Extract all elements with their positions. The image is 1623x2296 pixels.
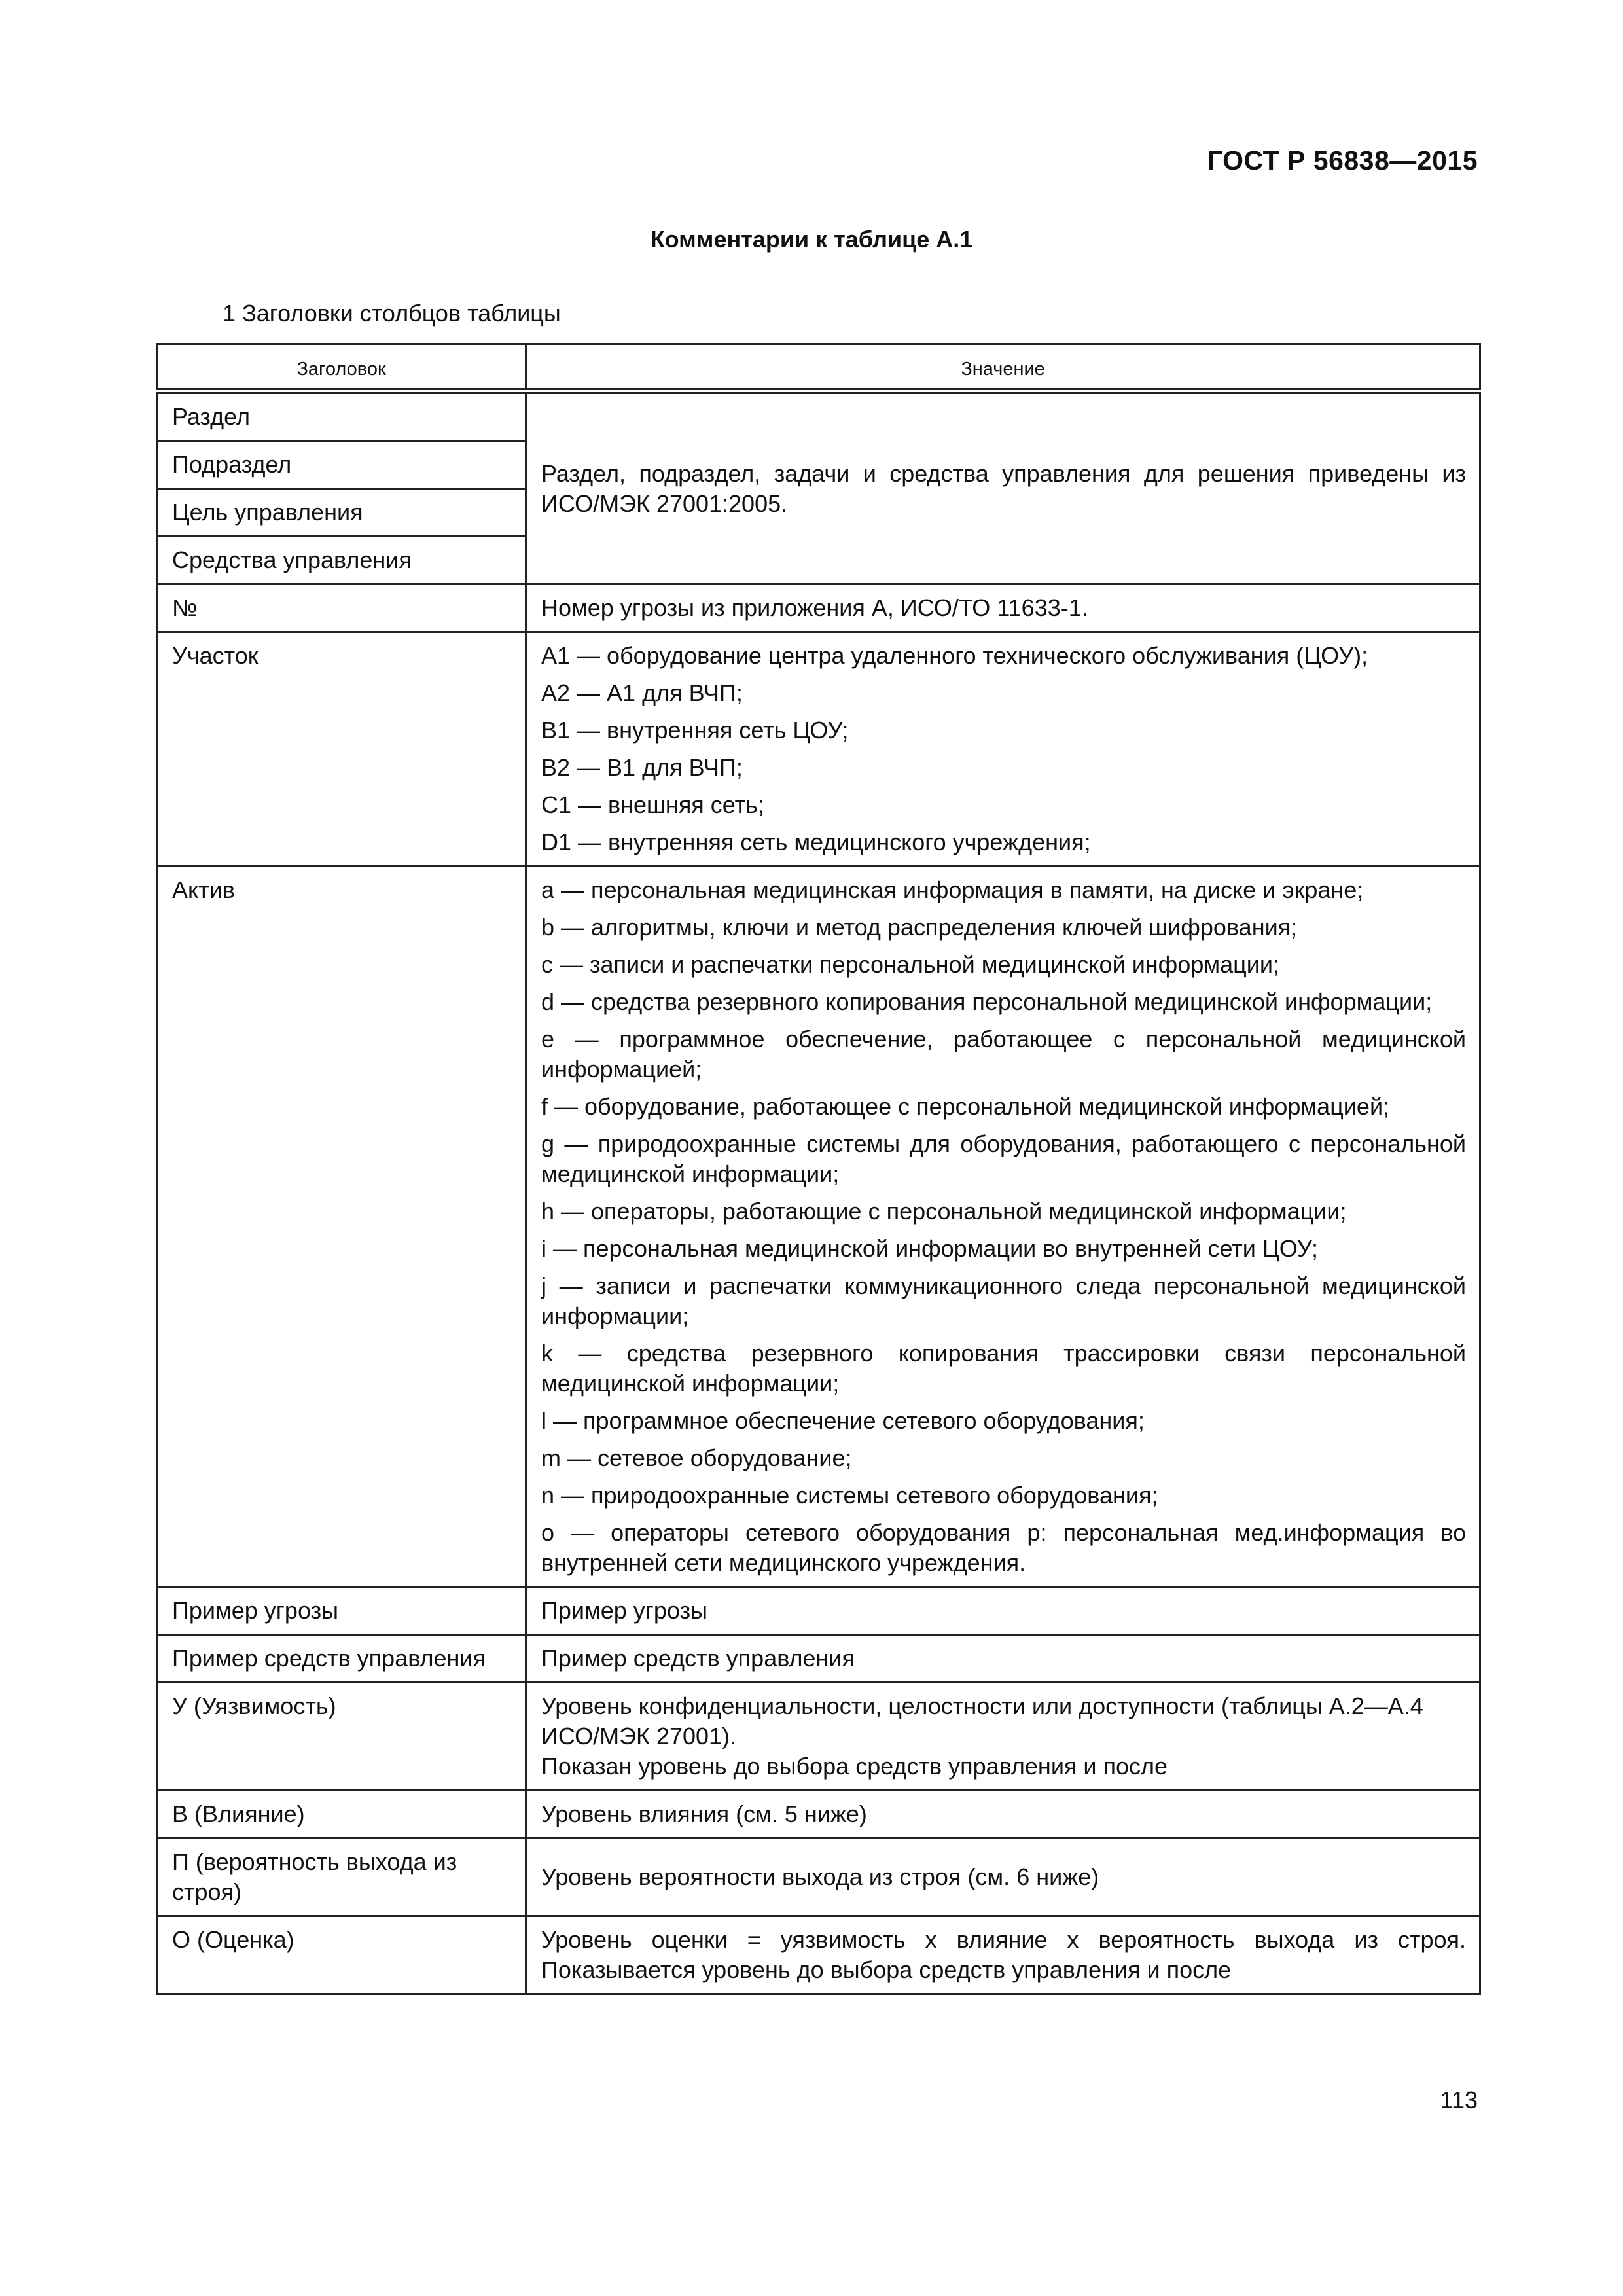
list-item: о — операторы сетевого оборудования р: персональная мед.информация во внутренней сети медицинского учреждения. xyxy=(541,1519,1466,1576)
row-label-probability: П (вероятность выхода из строя) xyxy=(157,1839,526,1916)
list-item: h — операторы, работающие с персональной медицинской информации; xyxy=(541,1198,1347,1225)
row-value-score: Уровень оценки = уязвимость х влияние х вероятность выхода из строя. Показывается уровень до выбора средств управления и после xyxy=(526,1916,1480,1994)
list-item: а — персональная медицинская информация в памяти, на диске и экране; xyxy=(541,876,1364,903)
row-value-threat: Пример угрозы xyxy=(526,1587,1480,1635)
row-label-number: № xyxy=(157,584,526,632)
row-value-control-example: Пример средств управления xyxy=(526,1635,1480,1683)
page-title: Комментарии к таблице А.1 xyxy=(650,226,973,253)
asset-list xyxy=(526,867,1480,1587)
row-label-vulnerability: У (Уязвимость) xyxy=(157,1683,526,1791)
column-header-value: Значение xyxy=(526,344,1480,391)
standard-id: ГОСТ Р 56838—2015 xyxy=(1207,145,1478,175)
table-row xyxy=(157,584,1480,632)
column-headers-table xyxy=(156,343,1481,1995)
list-item: m — сетевое оборудование; xyxy=(541,1444,852,1471)
table-row xyxy=(157,1683,1480,1791)
vulnerability-note: Показан уровень до выбора средств управления и после xyxy=(541,1753,1168,1780)
list-item: В1 — внутренняя сеть ЦОУ; xyxy=(541,717,849,744)
list-item: b — алгоритмы, ключи и метод распределения ключей шифрования; xyxy=(541,914,1298,941)
list-item: l — программное обеспечение сетевого оборудования; xyxy=(541,1407,1145,1434)
list-item: А1 — оборудование центра удаленного технического обслуживания (ЦОУ); xyxy=(541,642,1368,669)
table-row xyxy=(157,1916,1480,1994)
list-item: j — записи и распечатки коммуникационного следа персональной медицинской информации; xyxy=(541,1272,1466,1329)
section-value-cell: Раздел, подраздел, задачи и средства управления для решения приведены из ИСО/МЭК 27001:2005. xyxy=(526,391,1480,584)
row-value-probability: Уровень вероятности выхода из строя (см. 6 ниже) xyxy=(526,1839,1480,1916)
row-label-score: О (Оценка) xyxy=(157,1916,526,1994)
page-number: 113 xyxy=(1440,2087,1478,2113)
row-label-asset: Актив xyxy=(157,867,526,1587)
list-item: В2 — В1 для ВЧП; xyxy=(541,754,743,781)
table-row xyxy=(157,1587,1480,1635)
section-subtitle: 1 Заголовки столбцов таблицы xyxy=(223,300,561,327)
list-item: с — записи и распечатки персональной медицинской информации; xyxy=(541,951,1279,978)
list-item: С1 — внешняя сеть; xyxy=(541,791,764,818)
row-value-number: Номер угрозы из приложения А, ИСО/ТО 11633-1. xyxy=(526,584,1480,632)
list-item: g — природоохранные системы для оборудования, работающего с персональной медицинской информации; xyxy=(541,1130,1466,1187)
row-label-impact: В (Влияние) xyxy=(157,1791,526,1839)
list-item: е — программное обеспечение, работающее с персональной медицинской информацией; xyxy=(541,1026,1466,1083)
list-item: d — средства резервного копирования персональной медицинской информации; xyxy=(541,988,1433,1015)
list-item: i — персональная медицинской информации во внутренней сети ЦОУ; xyxy=(541,1235,1319,1262)
row-label-site: Участок xyxy=(157,632,526,867)
column-header-heading: Заголовок xyxy=(157,344,526,391)
row-label-control-objective: Цель управления xyxy=(157,489,526,537)
table-row xyxy=(157,1791,1480,1839)
site-list xyxy=(526,632,1480,867)
table-row xyxy=(157,391,1480,441)
table-row xyxy=(157,867,1480,1587)
row-value-vulnerability xyxy=(526,1683,1480,1791)
row-label-section: Раздел xyxy=(157,391,526,441)
table-row xyxy=(157,632,1480,867)
table-row xyxy=(157,1635,1480,1683)
table-row xyxy=(157,1839,1480,1916)
list-item: f — оборудование, работающее с персональной медицинской информацией; xyxy=(541,1093,1390,1120)
list-item: А2 — А1 для ВЧП; xyxy=(541,679,743,706)
list-item: k — средства резервного копирования трассировки связи персональной медицинской информации; xyxy=(541,1340,1466,1397)
row-label-controls: Средства управления xyxy=(157,537,526,584)
vulnerability-text: Уровень конфиденциальности, целостности или доступности (таблицы А.2—А.4 ИСО/МЭК 27001). xyxy=(541,1693,1423,1749)
row-value-impact: Уровень влияния (см. 5 ниже) xyxy=(526,1791,1480,1839)
table-header-row xyxy=(157,344,1480,391)
row-label-subsection: Подраздел xyxy=(157,441,526,489)
list-item: n — природоохранные системы сетевого оборудования; xyxy=(541,1482,1158,1509)
row-label-control-example: Пример средств управления xyxy=(157,1635,526,1683)
list-item: D1 — внутренняя сеть медицинского учреждения; xyxy=(541,829,1091,855)
row-label-threat: Пример угрозы xyxy=(157,1587,526,1635)
